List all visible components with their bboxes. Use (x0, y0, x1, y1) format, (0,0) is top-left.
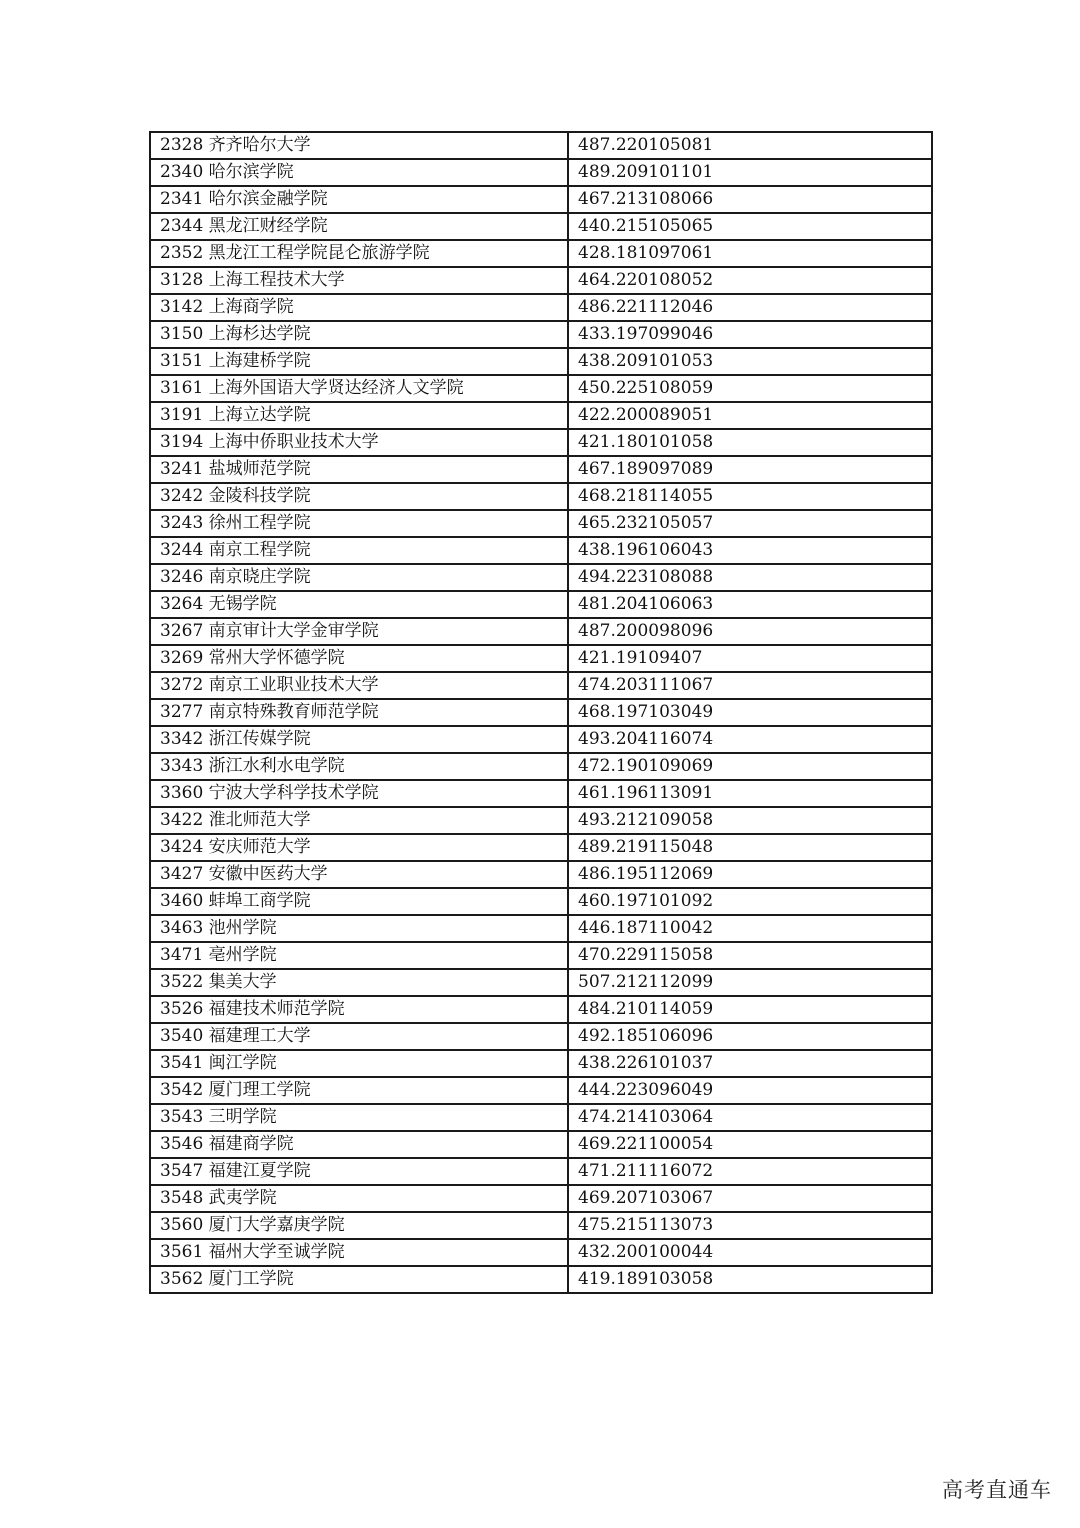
score-cell: 489.209101101 (568, 159, 932, 186)
score-cell: 421.180101058 (568, 429, 932, 456)
score-cell: 460.197101092 (568, 888, 932, 915)
school-cell: 3560 厦门大学嘉庚学院 (150, 1212, 568, 1239)
score-cell: 486.195112069 (568, 861, 932, 888)
school-cell: 3542 厦门理工学院 (150, 1077, 568, 1104)
school-cell: 3360 宁波大学科学技术学院 (150, 780, 568, 807)
school-cell: 3522 集美大学 (150, 969, 568, 996)
score-cell: 492.185106096 (568, 1023, 932, 1050)
school-cell: 3194 上海中侨职业技术大学 (150, 429, 568, 456)
table-row (150, 888, 932, 915)
school-cell: 3269 常州大学怀德学院 (150, 645, 568, 672)
school-cell: 3246 南京晓庄学院 (150, 564, 568, 591)
school-cell: 3244 南京工程学院 (150, 537, 568, 564)
score-cell: 469.221100054 (568, 1131, 932, 1158)
school-cell: 3546 福建商学院 (150, 1131, 568, 1158)
score-cell: 484.210114059 (568, 996, 932, 1023)
school-cell: 2341 哈尔滨金融学院 (150, 186, 568, 213)
score-cell: 464.220108052 (568, 267, 932, 294)
score-cell: 487.220105081 (568, 132, 932, 159)
score-cell: 494.223108088 (568, 564, 932, 591)
score-cell: 465.232105057 (568, 510, 932, 537)
school-cell: 3561 福州大学至诚学院 (150, 1239, 568, 1266)
table-row (150, 942, 932, 969)
score-cell: 446.187110042 (568, 915, 932, 942)
school-cell: 3243 徐州工程学院 (150, 510, 568, 537)
score-cell: 507.212112099 (568, 969, 932, 996)
table-row (150, 834, 932, 861)
school-cell: 3267 南京审计大学金审学院 (150, 618, 568, 645)
score-cell: 470.229115058 (568, 942, 932, 969)
score-cell: 422.200089051 (568, 402, 932, 429)
school-cell: 3242 金陵科技学院 (150, 483, 568, 510)
school-cell: 3427 安徽中医药大学 (150, 861, 568, 888)
score-cell: 444.223096049 (568, 1077, 932, 1104)
table-row (150, 1239, 932, 1266)
score-cell: 438.226101037 (568, 1050, 932, 1077)
table-row (150, 402, 932, 429)
score-cell: 481.204106063 (568, 591, 932, 618)
score-cell: 438.196106043 (568, 537, 932, 564)
school-cell: 3471 亳州学院 (150, 942, 568, 969)
school-cell: 3151 上海建桥学院 (150, 348, 568, 375)
school-cell: 3548 武夷学院 (150, 1185, 568, 1212)
school-cell: 3272 南京工业职业技术大学 (150, 672, 568, 699)
table-row (150, 510, 932, 537)
score-cell: 428.181097061 (568, 240, 932, 267)
table-row (150, 294, 932, 321)
table-row (150, 591, 932, 618)
table-row (150, 1131, 932, 1158)
table-body (150, 132, 932, 1293)
school-cell: 3547 福建江夏学院 (150, 1158, 568, 1185)
school-cell: 3142 上海商学院 (150, 294, 568, 321)
school-cell: 3241 盐城师范学院 (150, 456, 568, 483)
table-row (150, 807, 932, 834)
table-row (150, 1185, 932, 1212)
score-cell: 469.207103067 (568, 1185, 932, 1212)
school-cell: 3150 上海杉达学院 (150, 321, 568, 348)
school-cell: 3342 浙江传媒学院 (150, 726, 568, 753)
school-cell: 3422 淮北师范大学 (150, 807, 568, 834)
table-row (150, 186, 932, 213)
school-cell: 3343 浙江水利水电学院 (150, 753, 568, 780)
score-cell: 475.215113073 (568, 1212, 932, 1239)
table-row (150, 429, 932, 456)
score-cell: 450.225108059 (568, 375, 932, 402)
table-row (150, 726, 932, 753)
table-row (150, 645, 932, 672)
score-cell: 421.19109407 (568, 645, 932, 672)
table-row (150, 1158, 932, 1185)
table-row (150, 915, 932, 942)
score-cell: 474.214103064 (568, 1104, 932, 1131)
table-row (150, 348, 932, 375)
score-cell: 433.197099046 (568, 321, 932, 348)
table-row (150, 753, 932, 780)
score-cell: 486.221112046 (568, 294, 932, 321)
school-cell: 2340 哈尔滨学院 (150, 159, 568, 186)
table-row (150, 1104, 932, 1131)
table-row (150, 564, 932, 591)
score-cell: 487.200098096 (568, 618, 932, 645)
table-row (150, 321, 932, 348)
table-row (150, 240, 932, 267)
score-cell: 493.212109058 (568, 807, 932, 834)
table-row (150, 618, 932, 645)
score-cell: 432.200100044 (568, 1239, 932, 1266)
table-row (150, 1266, 932, 1293)
table-row (150, 861, 932, 888)
score-table (149, 131, 933, 1294)
score-cell: 468.218114055 (568, 483, 932, 510)
score-cell: 419.189103058 (568, 1266, 932, 1293)
table-row (150, 456, 932, 483)
table-row (150, 1050, 932, 1077)
score-cell: 440.215105065 (568, 213, 932, 240)
watermark-label: 高考直通车 (942, 1478, 1052, 1502)
score-cell: 471.211116072 (568, 1158, 932, 1185)
score-cell: 472.190109069 (568, 753, 932, 780)
school-cell: 3161 上海外国语大学贤达经济人文学院 (150, 375, 568, 402)
table-row (150, 375, 932, 402)
school-cell: 2328 齐齐哈尔大学 (150, 132, 568, 159)
school-cell: 3526 福建技术师范学院 (150, 996, 568, 1023)
table-row (150, 132, 932, 159)
school-cell: 3460 蚌埠工商学院 (150, 888, 568, 915)
school-cell: 3128 上海工程技术大学 (150, 267, 568, 294)
score-cell: 489.219115048 (568, 834, 932, 861)
table-row (150, 969, 932, 996)
score-cell: 467.189097089 (568, 456, 932, 483)
table-row (150, 1023, 932, 1050)
score-cell: 474.203111067 (568, 672, 932, 699)
school-cell: 2352 黑龙江工程学院昆仑旅游学院 (150, 240, 568, 267)
score-cell: 438.209101053 (568, 348, 932, 375)
score-cell: 493.204116074 (568, 726, 932, 753)
school-cell: 3540 福建理工大学 (150, 1023, 568, 1050)
table-row (150, 1212, 932, 1239)
table-row (150, 780, 932, 807)
school-cell: 3264 无锡学院 (150, 591, 568, 618)
score-cell: 461.196113091 (568, 780, 932, 807)
score-cell: 467.213108066 (568, 186, 932, 213)
table-row (150, 483, 932, 510)
school-cell: 3424 安庆师范大学 (150, 834, 568, 861)
school-cell: 3543 三明学院 (150, 1104, 568, 1131)
score-cell: 468.197103049 (568, 699, 932, 726)
table-row (150, 159, 932, 186)
table-row (150, 213, 932, 240)
school-cell: 3562 厦门工学院 (150, 1266, 568, 1293)
school-cell: 3191 上海立达学院 (150, 402, 568, 429)
table-row (150, 996, 932, 1023)
table-row (150, 672, 932, 699)
school-cell: 3541 闽江学院 (150, 1050, 568, 1077)
table-row (150, 537, 932, 564)
table-row (150, 699, 932, 726)
school-cell: 3277 南京特殊教育师范学院 (150, 699, 568, 726)
school-cell: 2344 黑龙江财经学院 (150, 213, 568, 240)
table-row (150, 267, 932, 294)
table-row (150, 1077, 932, 1104)
school-cell: 3463 池州学院 (150, 915, 568, 942)
